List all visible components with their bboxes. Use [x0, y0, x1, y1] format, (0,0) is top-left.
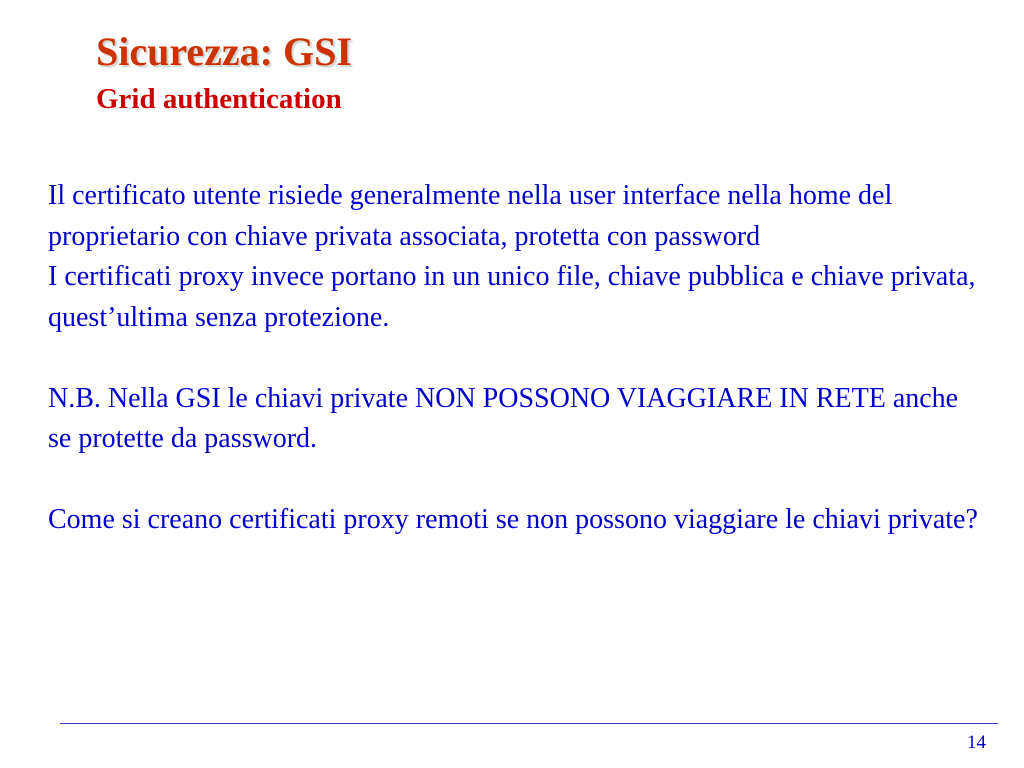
- slide-subtitle: Grid authentication: [96, 83, 342, 115]
- paragraph-proxy-certificates: I certificati proxy invece portano in un unico file, chiave pubblica e chiave privata, quest’ultima senza protezione.: [48, 261, 976, 333]
- paragraph-nb-private-keys: N.B. Nella GSI le chiavi private NON POSSONO VIAGGIARE IN RETE anche se protette da password.: [48, 382, 959, 454]
- paragraph-user-certificate: Il certificato utente risiede generalmente nella user interface nella home del proprietario con chiave privata associata, protetta con password: [48, 180, 893, 252]
- paragraph-question: Come si creano certificati proxy remoti se non possono viaggiare le chiavi private?: [48, 504, 978, 535]
- footer-divider: [60, 723, 998, 724]
- paragraph-spacer: [48, 338, 978, 379]
- slide-body: [48, 176, 978, 541]
- paragraph-spacer: [48, 460, 978, 501]
- page-number: 14: [967, 732, 986, 753]
- slide-title: Sicurezza: GSI: [96, 29, 352, 74]
